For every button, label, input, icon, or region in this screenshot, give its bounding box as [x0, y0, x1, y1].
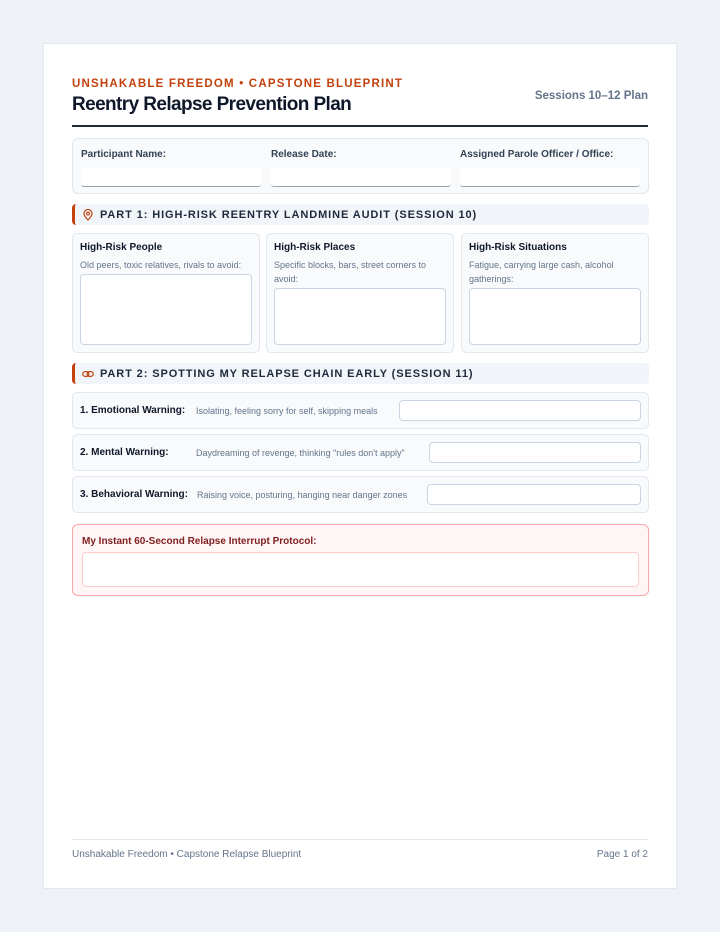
behavioral-warning-input[interactable] [427, 484, 641, 505]
release-date-input[interactable] [271, 168, 451, 187]
page-number: Page 1 of 2 [596, 849, 648, 860]
parole-officer-field [460, 149, 640, 187]
high-risk-people-card [72, 233, 260, 353]
behavioral-warning-row [72, 476, 649, 513]
mental-warning-row [72, 434, 649, 471]
release-date-field [271, 149, 451, 187]
high-risk-places-input[interactable] [274, 288, 446, 345]
card-title: High-Risk Situations [469, 242, 567, 253]
interrupt-protocol-box [72, 524, 649, 596]
interrupt-protocol-title: My Instant 60-Second Relapse Interrupt Protocol: [82, 536, 317, 547]
part1-heading-text: PART 1: HIGH-RISK REENTRY LANDMINE AUDIT (SESSION 10) [100, 208, 478, 221]
sessions-label: Sessions 10–12 Plan [534, 90, 648, 102]
worksheet-page [43, 43, 677, 889]
emotional-warning-row [72, 392, 649, 429]
footer-title: Unshakable Freedom • Capstone Relapse Blueprint [72, 849, 302, 860]
emotional-warning-input[interactable] [399, 400, 641, 421]
card-description: Fatigue, carrying large cash, alcohol gatherings: [469, 260, 614, 284]
high-risk-people-input[interactable] [80, 274, 252, 345]
title-divider [72, 125, 648, 127]
part2-heading-text: PART 2: SPOTTING MY RELAPSE CHAIN EARLY (SESSION 11) [100, 367, 474, 380]
warning-label: 3. Behavioral Warning: [80, 489, 188, 500]
part1-heading [72, 204, 649, 225]
high-risk-situations-card [461, 233, 649, 353]
mental-warning-input[interactable] [429, 442, 641, 463]
footer-divider [72, 839, 648, 840]
release-date-label: Release Date: [271, 149, 337, 160]
card-title: High-Risk Places [274, 242, 356, 253]
participant-name-label: Participant Name: [81, 149, 167, 160]
map-pin-icon [82, 209, 94, 221]
warning-label: 1. Emotional Warning: [80, 405, 186, 416]
card-description: Old peers, toxic relatives, rivals to avoid: [80, 260, 242, 270]
card-description: Specific blocks, bars, street corners to avoid: [274, 260, 427, 284]
page-title: Reentry Relapse Prevention Plan [72, 94, 352, 115]
warning-label: 2. Mental Warning: [80, 447, 169, 458]
participant-info-card [72, 138, 649, 194]
participant-name-field [81, 149, 261, 187]
link-icon [82, 368, 94, 380]
part2-heading [72, 363, 649, 384]
card-title: High-Risk People [80, 242, 163, 253]
warning-description: Raising voice, posturing, hanging near danger zones [197, 490, 408, 500]
warning-description: Isolating, feeling sorry for self, skipping meals [196, 406, 378, 416]
series-kicker: UNSHAKABLE FREEDOM • CAPSTONE BLUEPRINT [72, 78, 404, 90]
parole-officer-input[interactable] [460, 168, 640, 187]
high-risk-situations-input[interactable] [469, 288, 641, 345]
high-risk-places-card [266, 233, 454, 353]
parole-officer-label: Assigned Parole Officer / Office: [460, 149, 614, 160]
warning-description: Daydreaming of revenge, thinking "rules don't apply" [196, 448, 405, 458]
interrupt-protocol-input[interactable] [82, 552, 639, 587]
participant-name-input[interactable] [81, 168, 261, 187]
